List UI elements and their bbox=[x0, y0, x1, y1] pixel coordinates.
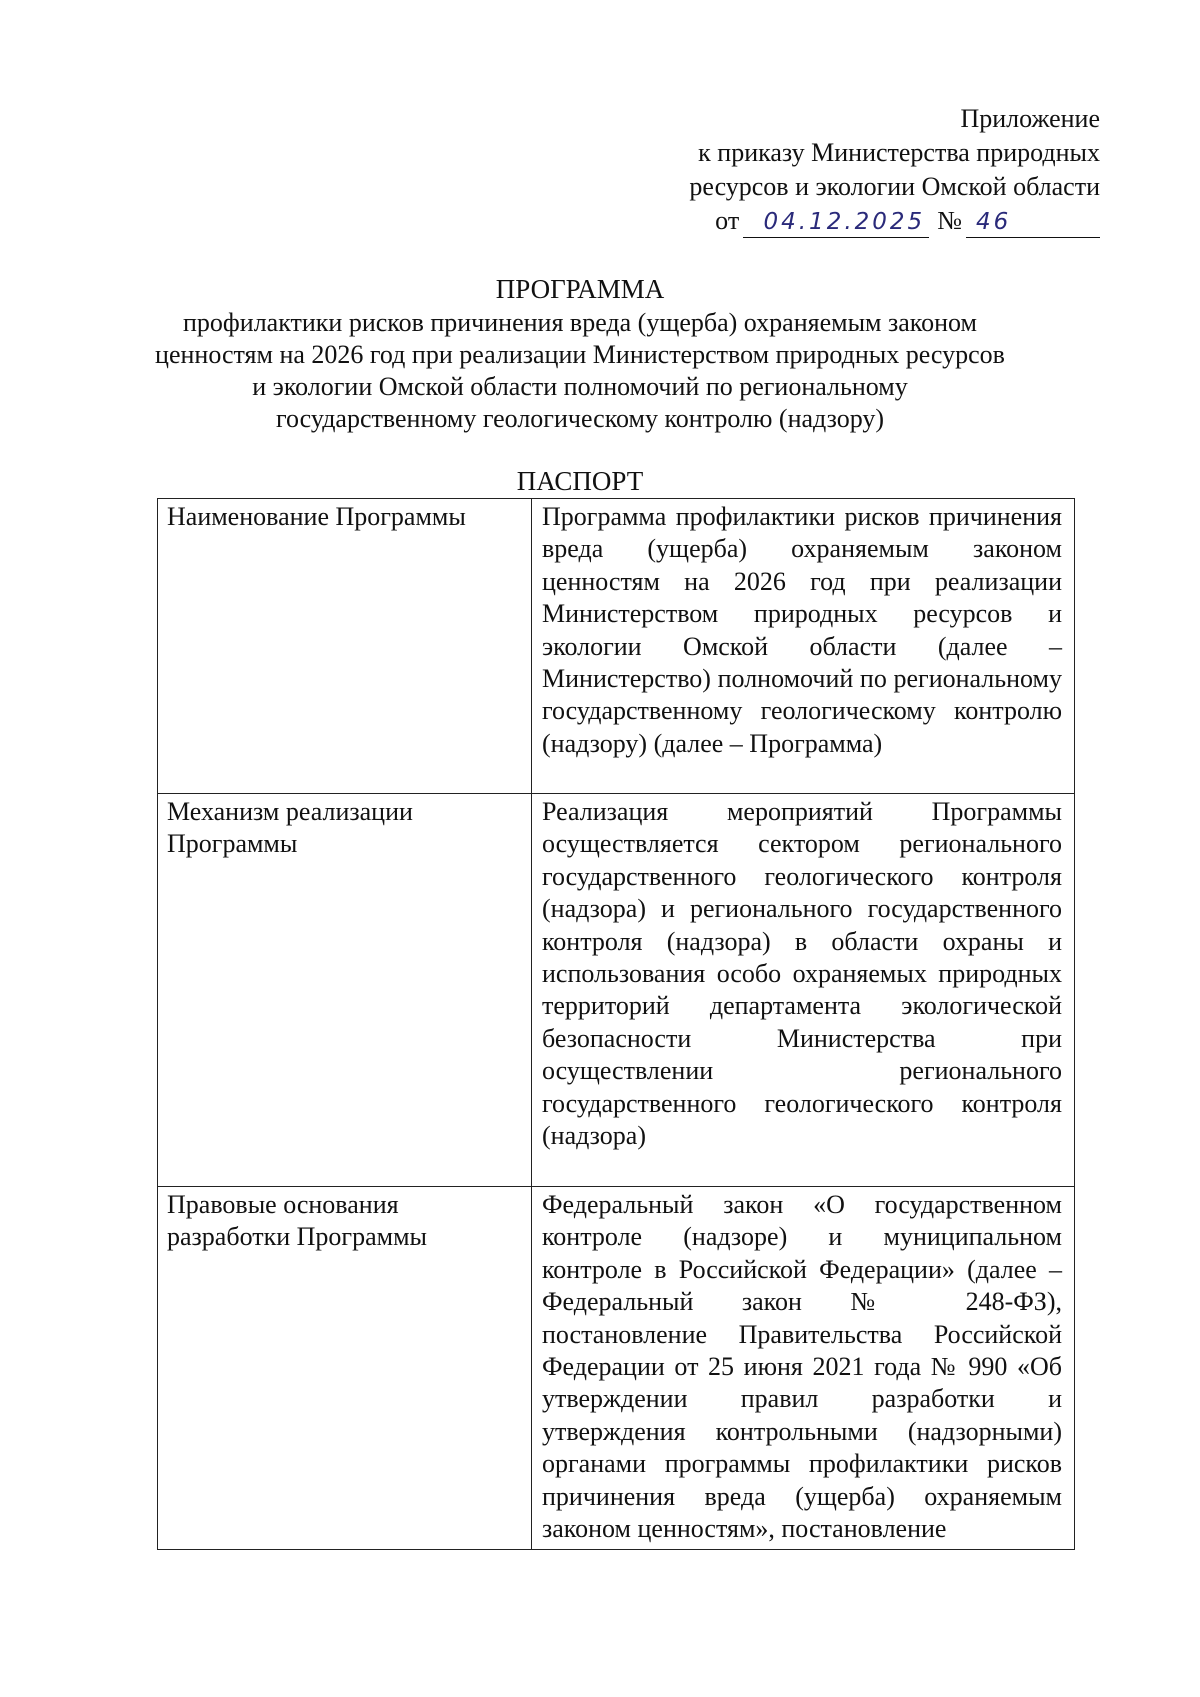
appendix-header bbox=[580, 102, 1100, 238]
program-heading: ПРОГРАММА bbox=[495, 274, 665, 304]
passport-value-cell bbox=[532, 794, 1075, 1187]
passport-table bbox=[157, 498, 1075, 1550]
passport-value-cell bbox=[532, 1187, 1075, 1550]
passport-label-cell: Механизм реализации Программы bbox=[158, 794, 532, 1187]
program-title-line: государственному геологическому контролю (надзору) bbox=[275, 404, 885, 433]
number-prefix: № bbox=[937, 206, 962, 235]
program-title-line: ценностям на 2026 год при реализации Министерством природных ресурсов bbox=[155, 340, 1005, 369]
program-title-line: и экологии Омской области полномочий по региональному bbox=[252, 372, 908, 401]
date-prefix: от bbox=[715, 206, 740, 235]
passport-value-text: Федеральный закон «О государственном контроле (надзоре) и муниципальном контроле в Российской Федерации» (далее – Федеральный закон № 248-ФЗ), постановление Правительства Российской Федерации от 25 июня 2021 года № 990 «Об утверждении правил разработки и утверждения контрольными (надзорными) органами программы профилактики рисков причинения вреда (ущерба) охраняемым законом ценностям», постановление bbox=[542, 1190, 1062, 1544]
passport-value-text: Реализация мероприятий Программы осуществляется сектором регионального государственного геологического контроля (надзора) и регионального государственного контроля (надзора) в области охраны и использования особо охраняемых природных территорий департамента экологической безопасности Министерства при осуществлении регионального государственного геологического контроля (надзора) bbox=[542, 797, 1062, 1151]
table-row bbox=[158, 1187, 1075, 1550]
table-row bbox=[158, 499, 1075, 794]
program-title-block bbox=[130, 273, 1030, 435]
handwritten-order-number: 46 bbox=[966, 207, 1100, 238]
appendix-title: Приложение bbox=[960, 104, 1100, 133]
program-title-line: профилактики рисков причинения вреда (ущерба) охраняемым законом bbox=[183, 308, 977, 337]
appendix-ministry: ресурсов и экологии Омской области bbox=[689, 172, 1100, 201]
passport-value-cell bbox=[532, 499, 1075, 794]
order-date-number-line bbox=[715, 204, 1100, 238]
passport-label-cell: Правовые основания разработки Программы bbox=[158, 1187, 532, 1550]
handwritten-order-date: 04.12.2025 bbox=[743, 207, 929, 238]
passport-heading: ПАСПОРТ bbox=[516, 466, 644, 496]
table-row bbox=[158, 794, 1075, 1187]
passport-value-text: Программа профилактики рисков причинения вреда (ущерба) охраняемым законом ценностям на 2026 год при реализации Министерством природных ресурсов и экологии Омской области (далее – Министерство) полномочий по региональному государственному геологическому контролю (надзору) (далее – Программа) bbox=[542, 502, 1062, 758]
appendix-order-ref: к приказу Министерства природных bbox=[698, 138, 1100, 167]
passport-label-cell: Наименование Программы bbox=[158, 499, 532, 794]
